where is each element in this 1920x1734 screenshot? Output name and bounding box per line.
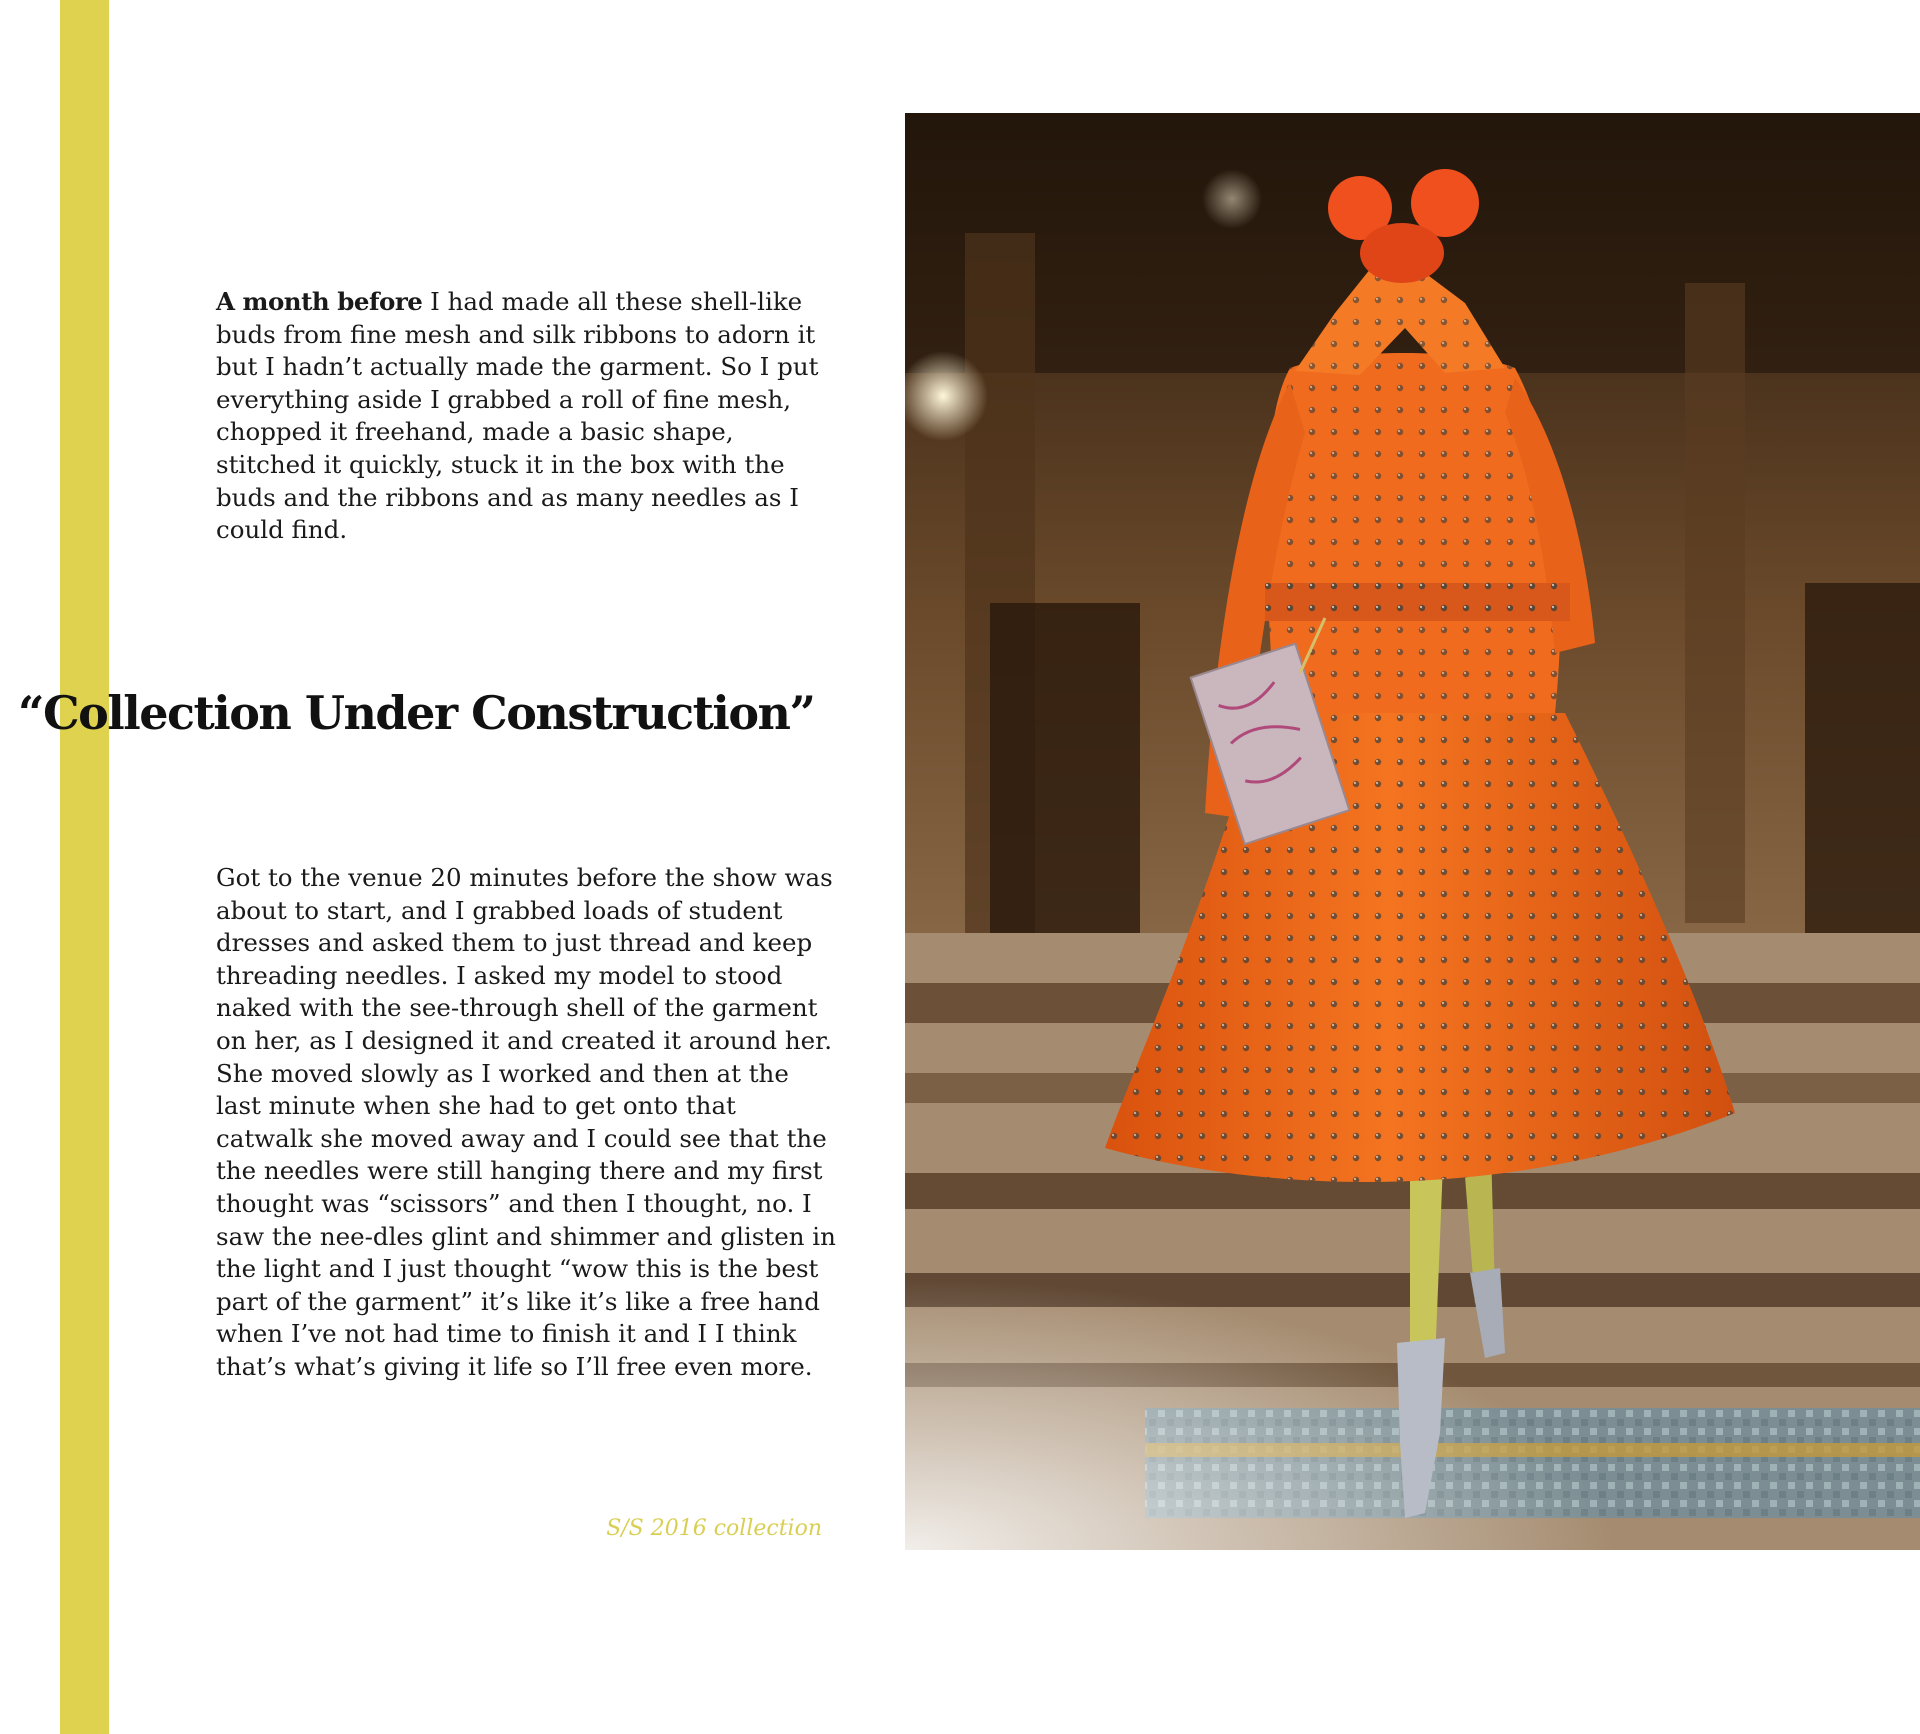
lead-in: A month before bbox=[216, 287, 423, 316]
intro-text: I had made all these shell-like buds from fine mesh and silk ribbons to adorn it but I hadn’t actually made the garment. So I put everything aside I grabbed a roll of fine mesh, chopped it freehand, made a basic shape, stitched it quickly, stuck it in the box with the buds and the ribbons and as many needles as I could find. bbox=[216, 287, 819, 545]
runway-photo-illustration bbox=[905, 113, 1920, 1550]
photo-caption: S/S 2016 collection bbox=[606, 1516, 822, 1541]
runway-photo bbox=[905, 113, 1920, 1550]
body-paragraph: Got to the venue 20 minutes before the show was about to start, and I grabbed loads of student dresses and asked them to just thread and keep threading needles. I asked my model to stood naked with the see-through shell of the garment on her, as I designed it and created it around her. She moved slowly as I worked and then at the last minute when she had to get onto that catwalk she moved away and I could see that the the needles were still hanging there and my first thought was “scissors” and then I thought, no. I saw the nee-dles glint and shimmer and glisten in the light and I just thought “wow this is the best part of the garment” it’s like it’s like a free hand when I’ve not had time to finish it and I I think that’s what’s giving it life so I’ll free even more. bbox=[216, 863, 836, 1381]
pull-quote: “Collection Under Construction” bbox=[18, 686, 815, 740]
accent-bar bbox=[60, 0, 109, 1734]
intro-paragraph bbox=[216, 286, 836, 547]
